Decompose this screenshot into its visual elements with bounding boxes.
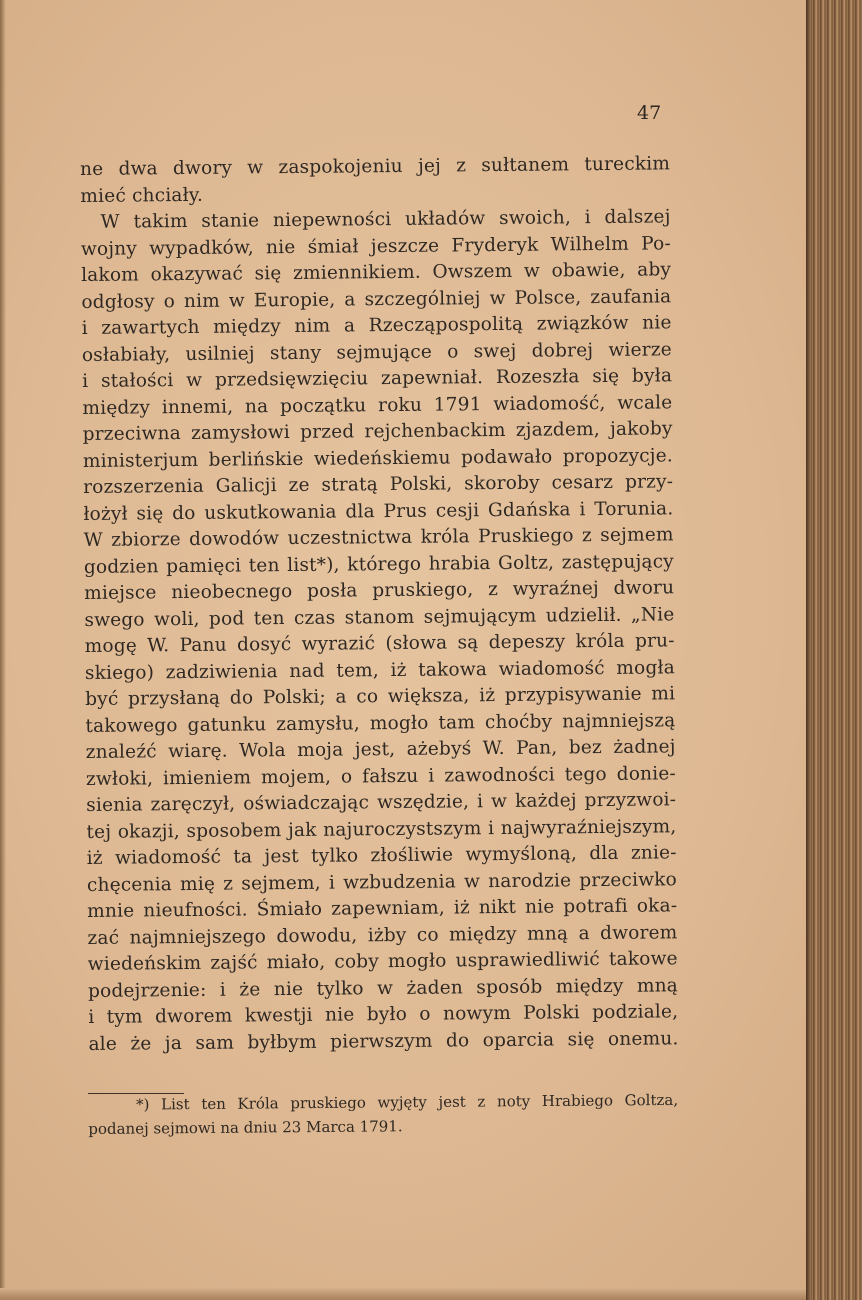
book-page-stack [806,0,862,1300]
page-number: 47 [637,102,662,124]
page-edge-left [0,0,6,1300]
text-line: mnie nieufności. Śmiało zapewniam, iż nikt nie potrafi oka- [87,895,678,922]
text-line: między innemi, na początku roku 1791 wiadomość, wcale [82,391,673,419]
page-edge-bottom [0,1288,810,1300]
text-line: zać najmniejszego dowodu, iżby co między mną a dworem [87,921,678,949]
text-line: i tym dworem kwestji nie było o nowym Polski podziale, [88,1001,679,1028]
footnote [88,1088,678,1141]
text-line: W takim stanie niepewności układów swoich, i dalszej [100,206,671,233]
text-line: wiedeńskim zajść miało, coby mogło usprawiedliwić takowe [87,948,678,975]
text-line: i stałości w przedsięwzięciu zapewniał. Rozeszła się była [82,365,673,392]
text-line: rozszerzenia Galicji ze stratą Polski, skoroby cesarz przy- [83,471,674,498]
text-line: przeciwna zamysłowi przed rejchenbackim zjazdem, jakoby [82,418,673,445]
text-line: znaleźć wiarę. Wola moja jest, ażebyś W. Pan, bez żadnej [85,736,676,763]
text-line: łożył się do uskutkowania dla Prus cesji Gdańska i Torunia. [83,497,674,525]
text-line: skiego) zadziwienia nad tem, iż takowa wiadomość mogła [84,656,676,684]
text-line: ministerjum berlińskie wiedeńskiemu podawało propozycje. [82,444,673,472]
body-text [80,151,679,1058]
text-line: odgłosy o nim w Europie, a szczególniej w Polsce, zaufania [81,285,672,313]
text-line: ale że ja sam byłbym pierwszym do oparcia się onemu. [88,1027,679,1055]
text-line: tej okazji, sposobem jak najuroczystszym i najwyraźniejszym, [86,815,677,843]
text-line: zwłoki, imieniem mojem, o fałszu i zawodności tego donie- [85,762,677,790]
text-line: być przysłaną do Polski; a co większa, iż przypisywanie mi [85,683,676,710]
text-line: i zawartych między nim a Rzecząpospolitą związków nie [81,312,672,339]
text-line: miejsce nieobecnego posła pruskiego, z wyraźnej dworu [84,577,675,604]
text-line: lakom okazywać się zmiennikiem. Owszem w obawie, aby [81,259,672,286]
text-line: ne dwa dwory w zaspokojeniu jej z sułtanem tureckim [80,153,671,180]
text-line: godzien pamięci ten list*), którego hrabia Goltz, zastępujący [83,550,675,578]
text-line: sienia zaręczył, oświadczając wszędzie, i w każdej przyzwoi- [86,789,677,816]
text-line: W zbiorze dowodów uczestnictwa króla Pruskiego z sejmem [83,524,674,551]
text-line: takowego gatunku zamysłu, mogło tam choćby najmniejszą [85,709,676,737]
text-line: mogę W. Panu dosyć wyrazić (słowa są depeszy króla pru- [84,630,675,657]
text-line: iż wiadomość ta jest tylko złośliwie wymyśloną, dla znie- [86,842,677,869]
text-line: chęcenia mię z sejmem, i wzbudzenia w narodzie przeciwko [86,868,678,896]
text-line: podejrzenie: i że nie tylko w żaden sposób między mną [87,974,679,1002]
text-line: osłabiały, usilniej stany sejmujące o swej dobrej wierze [81,338,672,366]
text-line: wojny wypadków, nie śmiał jeszcze Fryderyk Wilhelm Po- [80,232,671,260]
text-line: swego woli, pod ten czas stanom sejmującym udzielił. „Nie [84,603,675,631]
text-line: mieć chciały. [80,184,204,207]
footnote-line: *) List ten Króla pruskiego wyjęty jest z noty Hrabiego Goltza, [136,1090,679,1114]
footnote-line: podanej sejmowi na dniu 23 Marca 1791. [88,1117,403,1138]
